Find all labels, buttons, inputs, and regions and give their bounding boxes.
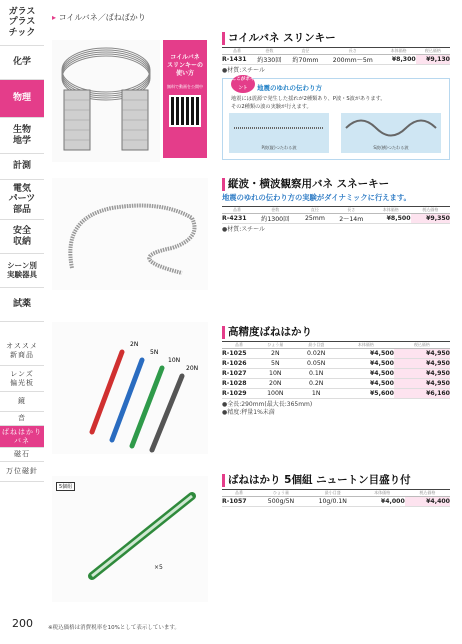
cell: 0.02N bbox=[295, 349, 338, 359]
s-wave-image bbox=[341, 113, 441, 153]
scale-label: 10N bbox=[168, 357, 181, 364]
sidebar-item-measure[interactable]: 計測 bbox=[0, 154, 44, 180]
table-row bbox=[222, 214, 450, 224]
price-base: ¥4,500 bbox=[338, 379, 394, 389]
sidebar-item-scene[interactable]: シーン別 実験器具 bbox=[0, 254, 44, 288]
col-header: 巻数 bbox=[252, 207, 298, 214]
sidebar-item-glass[interactable]: ガラス プラス チック bbox=[0, 0, 44, 46]
price-base: ¥4,500 bbox=[338, 369, 394, 379]
price-base: ¥4,500 bbox=[338, 359, 394, 369]
accuracy-note: ●精度:秤量1%未満 bbox=[222, 409, 275, 416]
cell: 2〜14m bbox=[331, 214, 371, 224]
col-header: 品番 bbox=[222, 490, 256, 497]
spec-table bbox=[222, 206, 450, 224]
scale-label: 2N bbox=[130, 341, 139, 348]
item-code: R-1029 bbox=[222, 389, 256, 399]
catch-copy: 地震のゆれの伝わり方の実験がダイナミックに行えます。 bbox=[222, 193, 411, 202]
table-row bbox=[222, 369, 450, 379]
table-row bbox=[222, 349, 450, 359]
sidebar-item-biology[interactable]: 生物 地学 bbox=[0, 118, 44, 154]
snakey-spring-image bbox=[52, 178, 208, 290]
table-row bbox=[222, 389, 450, 399]
price-tax: ¥4,950 bbox=[394, 349, 450, 359]
material-note: ●材質:スチール bbox=[222, 226, 266, 233]
product-precision-scale bbox=[222, 326, 450, 417]
col-header: 本体価格 bbox=[371, 207, 410, 214]
col-header: 長さ bbox=[331, 207, 371, 214]
col-header: 税込価格 bbox=[411, 207, 450, 214]
item-code: R-4231 bbox=[222, 214, 252, 224]
col-header: 最小目盛 bbox=[306, 490, 360, 497]
product-title: 縦波・横波観察用バネ スネーキー bbox=[222, 178, 450, 191]
cell: 100N bbox=[256, 389, 295, 399]
col-header: 税込価格 bbox=[394, 342, 450, 349]
scale-label: 5N bbox=[150, 349, 159, 356]
product-coil-slinky bbox=[222, 32, 450, 75]
point-badge: ここがポイント bbox=[231, 77, 255, 91]
col-header: 巻数 bbox=[252, 48, 287, 55]
sidebar-item-safety[interactable]: 安全 収納 bbox=[0, 220, 44, 254]
price-tax: ¥4,950 bbox=[394, 369, 450, 379]
p-wave-image bbox=[229, 113, 329, 153]
price-base: ¥4,000 bbox=[360, 497, 405, 507]
price-tax: ¥9,350 bbox=[411, 214, 450, 224]
cell: 約330回 bbox=[252, 55, 287, 65]
price-tax: ¥4,400 bbox=[405, 497, 450, 507]
table-row bbox=[222, 55, 450, 65]
col-header: 品番 bbox=[222, 48, 252, 55]
subitem-sound[interactable]: 音 bbox=[0, 412, 44, 426]
cell: 2N bbox=[256, 349, 295, 359]
quantity-label: ×5 bbox=[154, 564, 163, 571]
s-wave-caption: S波(横)つたわる波 bbox=[373, 145, 409, 150]
item-code: R-1025 bbox=[222, 349, 256, 359]
cell: 0.1N bbox=[295, 369, 338, 379]
category-sidebar bbox=[0, 0, 44, 644]
item-code: R-1027 bbox=[222, 369, 256, 379]
cell: 20N bbox=[256, 379, 295, 389]
cell: 0.05N bbox=[295, 359, 338, 369]
cell: 200mm〜5m bbox=[324, 55, 381, 65]
page-number: 200 bbox=[12, 617, 33, 630]
price-base: ¥4,500 bbox=[338, 349, 394, 359]
price-tax: ¥4,950 bbox=[394, 359, 450, 369]
cell: 約70mm bbox=[287, 55, 324, 65]
spec-table bbox=[222, 489, 450, 507]
spec-table bbox=[222, 47, 450, 65]
promo-caption: 無料で動画を公開中 bbox=[167, 84, 203, 89]
col-header: 本体価格 bbox=[338, 342, 394, 349]
col-header: 直径 bbox=[298, 207, 331, 214]
cell: 500g/5N bbox=[256, 497, 306, 507]
col-header: 税込価格 bbox=[416, 48, 450, 55]
subitem-mirror[interactable]: 鏡 bbox=[0, 392, 44, 412]
set-badge: 5個組 bbox=[56, 482, 75, 491]
precision-scales-image bbox=[52, 322, 208, 454]
table-row bbox=[222, 379, 450, 389]
table-row bbox=[222, 497, 450, 507]
cell: 10N bbox=[256, 369, 295, 379]
col-header: ひょう量 bbox=[256, 342, 295, 349]
product-scale-set bbox=[222, 474, 450, 507]
qr-code-icon[interactable] bbox=[169, 95, 201, 127]
col-header: 税込価格 bbox=[405, 490, 450, 497]
length-note: ●全長:290mm(最大長:365mm) bbox=[222, 401, 313, 408]
cell: 25mm bbox=[298, 214, 331, 224]
product-snakey bbox=[222, 178, 450, 234]
cell: 約1300回 bbox=[252, 214, 298, 224]
feature-title: 地震のゆれの伝わり方 bbox=[257, 84, 322, 92]
item-code: R-1026 bbox=[222, 359, 256, 369]
cell: 5N bbox=[256, 359, 295, 369]
subitem-compass[interactable]: 万位磁針 bbox=[0, 462, 44, 482]
col-header: 長さ bbox=[324, 48, 381, 55]
cell: 1N bbox=[295, 389, 338, 399]
sidebar-item-physics[interactable]: 物理 bbox=[0, 80, 44, 118]
product-title: コイルバネ スリンキー bbox=[222, 32, 450, 45]
price-base: ¥8,500 bbox=[371, 214, 410, 224]
p-wave-caption: P波(縦)つたわる波 bbox=[261, 145, 297, 150]
product-title: 高精度ばねはかり bbox=[222, 326, 450, 339]
sidebar-item-electric[interactable]: 電気 パーツ 部品 bbox=[0, 180, 44, 220]
breadcrumb: ▸ コイルバネ／ばねばかり bbox=[52, 13, 146, 22]
subitem-springscale[interactable]: ばねはかり バネ bbox=[0, 426, 44, 448]
col-header: 本体価格 bbox=[381, 48, 415, 55]
table-row bbox=[222, 359, 450, 369]
feature-line: 地震には震源で発生した揺れが2種類あり、P波・S波があります。 bbox=[231, 96, 386, 102]
col-header: 本体価格 bbox=[360, 490, 405, 497]
subitem-lens[interactable]: レンズ 偏光板 bbox=[0, 366, 44, 392]
feature-box bbox=[222, 78, 450, 160]
price-tax: ¥6,160 bbox=[394, 389, 450, 399]
sidebar-item-chemistry[interactable]: 化学 bbox=[0, 46, 44, 80]
tax-footnote: ※税込価格は消費税率を10%として表示しています。 bbox=[48, 625, 180, 631]
video-promo-panel[interactable] bbox=[163, 40, 207, 158]
promo-text: コイルバネ スリンキーの 使い方 bbox=[166, 54, 203, 77]
price-tax: ¥4,950 bbox=[394, 379, 450, 389]
cell: 10g/0.1N bbox=[306, 497, 360, 507]
price-tax: ¥9,130 bbox=[416, 55, 450, 65]
item-code: R-1057 bbox=[222, 497, 256, 507]
price-base: ¥5,600 bbox=[338, 389, 394, 399]
col-header: 直径 bbox=[287, 48, 324, 55]
subitem-magnet[interactable]: 磁石 bbox=[0, 448, 44, 462]
col-header: 品番 bbox=[222, 207, 252, 214]
sidebar-item-reagent[interactable]: 試薬 bbox=[0, 288, 44, 322]
breadcrumb-text: コイルバネ／ばねばかり bbox=[58, 13, 146, 22]
col-header: 最小目盛 bbox=[295, 342, 338, 349]
spec-table bbox=[222, 341, 450, 399]
material-note: ●材質:スチール bbox=[222, 67, 266, 74]
col-header: 品番 bbox=[222, 342, 256, 349]
price-base: ¥8,300 bbox=[381, 55, 415, 65]
item-code: R-1431 bbox=[222, 55, 252, 65]
col-header: ひょう量 bbox=[256, 490, 306, 497]
slinky-image bbox=[52, 40, 160, 162]
subitem-recommended[interactable]: オススメ 新商品 bbox=[0, 336, 44, 366]
feature-line: その2種類の波の実験が行えます。 bbox=[231, 104, 312, 110]
product-title: ばねはかり 5個組 ニュートン目盛り付 bbox=[222, 474, 450, 487]
scale-label: 20N bbox=[186, 365, 199, 372]
cell: 0.2N bbox=[295, 379, 338, 389]
item-code: R-1028 bbox=[222, 379, 256, 389]
scale-set-image bbox=[52, 476, 208, 602]
